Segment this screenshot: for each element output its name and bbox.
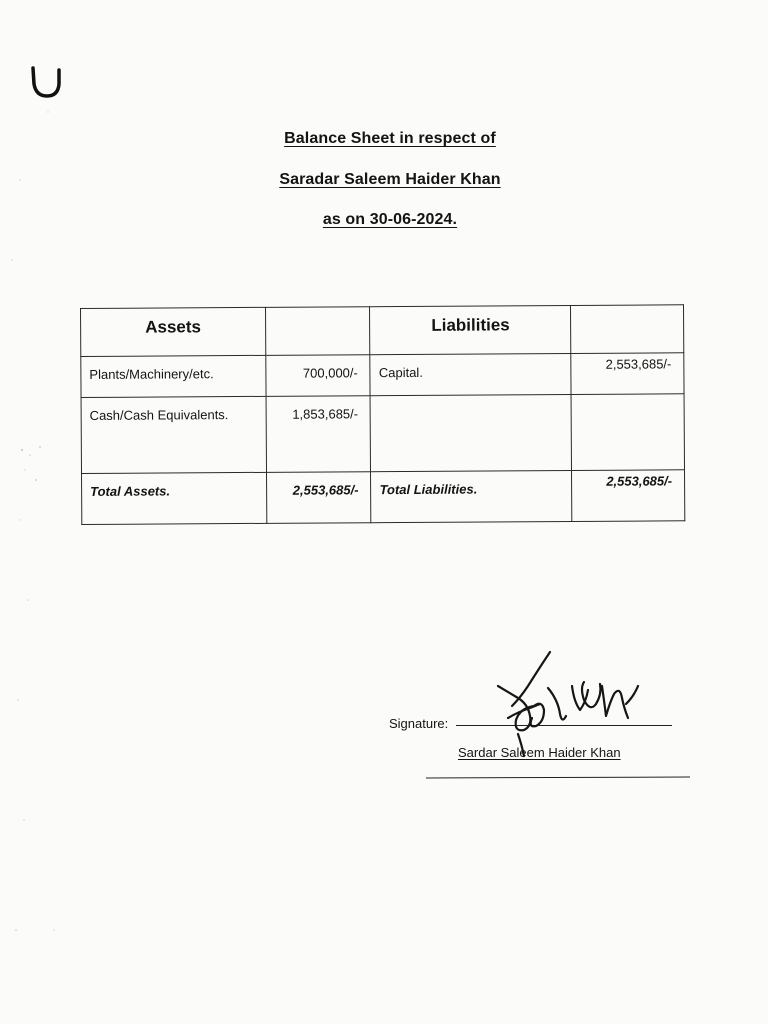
asset-amount: 700,000/-: [302, 365, 358, 381]
total-assets-amount: 2,553,685/-: [292, 482, 359, 498]
liability-cell: [370, 394, 571, 471]
document-title: Balance Sheet in respect of: [284, 130, 496, 147]
signature-label: Signature:: [389, 716, 449, 731]
liability-label: [371, 395, 571, 406]
table-row: [81, 353, 684, 398]
total-assets-amount-cell: [266, 472, 371, 524]
totals-row: [82, 470, 685, 525]
liability-amount-cell: [571, 353, 684, 395]
liability-label: Capital.: [378, 364, 423, 381]
total-liabilities-label: Total Liabilities.: [379, 481, 478, 498]
asset-cell: [81, 396, 266, 473]
header-liabilities-amount: [571, 305, 684, 354]
total-liabilities-amount-cell: [572, 470, 685, 522]
asset-amount-cell: [266, 355, 371, 397]
asset-label: Plants/Machinery/etc.: [89, 366, 214, 382]
asset-amount-cell: [266, 396, 371, 473]
asset-cell: [81, 355, 266, 397]
balance-sheet-table: [80, 304, 685, 525]
liability-amount-cell: [571, 394, 684, 471]
binder-hole-mark: [30, 66, 64, 100]
document-subject-name: Saradar Saleem Haider Khan: [279, 171, 501, 188]
header-liabilities: Liabilities: [370, 306, 571, 355]
total-assets-cell: [82, 472, 267, 524]
total-assets-label: Total Assets.: [90, 483, 171, 499]
asset-label: Cash/Cash Equivalents.: [89, 407, 229, 423]
total-liabilities-amount: 2,553,685/-: [606, 473, 673, 489]
liability-cell: [370, 354, 571, 396]
total-liabilities-cell: [371, 470, 572, 522]
signer-name: Sardar Saleem Haider Khan: [458, 745, 621, 760]
header-assets: Assets: [81, 307, 266, 356]
header-assets-amount: [265, 307, 370, 356]
table-row: [81, 394, 684, 474]
table-header-row: [81, 305, 684, 357]
liability-amount: 2,553,685/-: [605, 356, 672, 372]
asset-amount: 1,853,685/-: [292, 406, 359, 422]
document-date: as on 30-06-2024.: [322, 211, 458, 228]
liability-amount: [572, 394, 684, 405]
